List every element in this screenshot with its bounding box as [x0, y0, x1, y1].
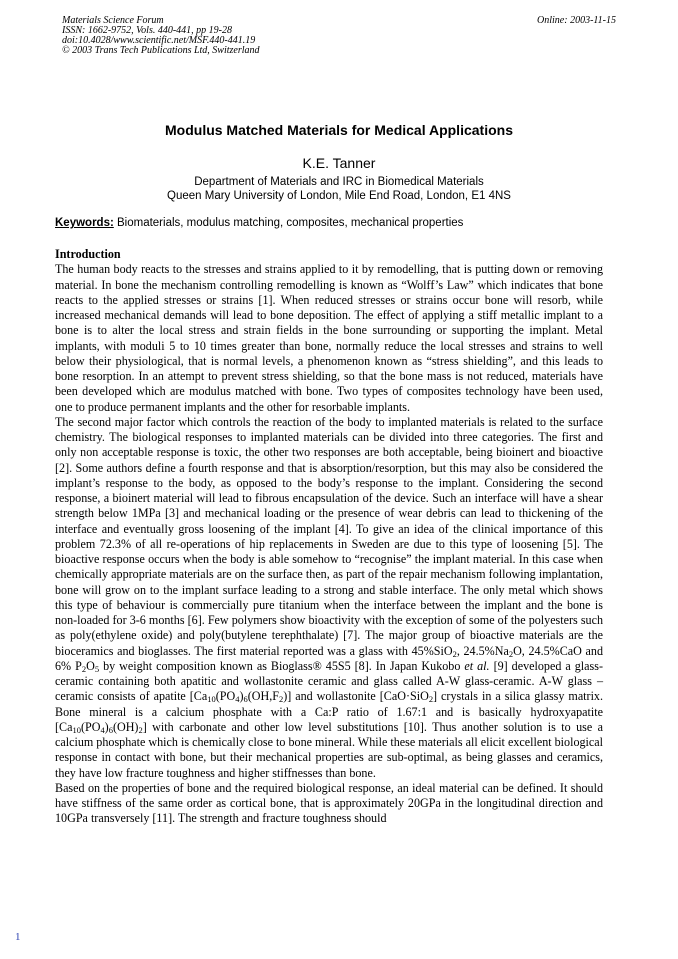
keywords: [55, 217, 615, 229]
author-name: K.E. Tanner: [302, 155, 376, 171]
affiliation-line-2: Queen Mary University of London, Mile End Road, London, E1 4NS: [167, 190, 511, 202]
paragraph-1: The human body reacts to the stresses and strains applied to it by remodelling, that is putting down or removing material. In bone the mechanism controlling remodelling is known as “Wolff’s Law” which indicates that bone reacts to the applied stresses or strains [1]. When reduced stresses or strains occur bone will resorb, while increased mechanical demands will lead to bone deposition. The effect of applying a stiff metallic implant to a bone is to alter the local stress and strain fields in the bone surrounding or supporting the implant. Metal implants, with moduli 5 to 10 times greater than bone, normally reduce the local stresses and strains to well below their physiological, that is normal levels, a phenomenon known as “stress shielding”, and this leads to bone resorption. In an attempt to prevent stress shielding, so that the bone mass is not reduced, materials have been developed which are modulus matched with bone. Two types of composites technology have been used, one to produce permanent implants and the other for resorbable implants.: [55, 262, 603, 414]
paragraph-2: The second major factor which controls the reaction of the body to implanted materials is related to the surface chemistry. The biological responses to implanted materials can be divided into three categories. The first and only non acceptable response is toxic, the other two responses are both acceptable, being bioinert and bioactive [2]. Some authors define a fourth response and that is absorption/resorption, but this may also be considered the implant’s response to the body, as opposed to the body’s response to the implant. Considering the second response, a bioinert material will lead to fibrous encapsulation of the device. Such an interface will have a shear strength below 1MPa [3] and mechanical loading or the presence of wear debris can lead to thickening of the interface and eventually gross loosening of the implant [4]. To give an idea of the clinical importance of this problem 72.3% of all re-operations of hip replacements in Sweden are due to this type of loosening [5]. The bioactive response occurs when the body is able somehow to “recognise” the implant material. In this case when chemically appropriate materials are on the surface then, as part of the repair mechanism following implantation, bone will grow on to the implant surface leading to a strong and stable interface. The only metal which shows this type of behaviour is commercially pure titanium when the interface between the implant and the bone is non-loaded for 3-6 months [6]. Few polymers show bioactivity with the exception of some of the polyesters such as poly(ethylene oxide) and poly(butylene terephthalate) [7]. The major group of bioactive materials are the bioceramics and bioglasses. The first material reported was a glass with 45%SiO$_2$, $24.5\%Na_2O$, 24.5%CaO and 6% $P_2O_5$ by weight composition known as Bioglass® 45S5 [8]. In Japan Kukobo et al. [9] developed a glass-ceramic containing both apatitic and wollastonite ceramic and glass called A-W glass-ceramic. A-W glass –ceramic consists of apatite $[Ca_{10}(PO_4)_6(OH,F_2)]$ and wollastonite [CaO·SiO$_2$] crystals in a silica glassy matrix. Bone mineral is a calcium phosphate with a Ca:P ratio of 1.67:1 and is basically hydroxyapatite $[Ca_{10}(PO_4)_6(OH)_2]$ with carbonate and other low level substitutions [10]. Thus another solution is to use a calcium phosphate which is chemically close to bone mineral. While these materials all elicit excellent biological response in contact with bone, but their mechanical properties are sub-optimal, as being glasses and ceramics, they have low fracture toughness and higher stiffnesses than bone.: [55, 414, 603, 780]
affiliation: [0, 175, 678, 203]
keywords-label: Keywords:: [55, 217, 114, 229]
page-number: 1: [15, 931, 21, 943]
paragraph-3: Based on the properties of bone and the required biological response, an ideal material can be defined. It should have stiffness of the same order as cortical bone, that is approximately 20GPa in the longitudinal direction and 10GPa transversely [11]. The strength and fracture toughness should: [55, 780, 603, 826]
paper-title: Modulus Matched Materials for Medical Applications: [165, 122, 513, 138]
affiliation-line-1: Department of Materials and IRC in Biomedical Materials: [194, 176, 484, 188]
doi-line: doi:10.4028/www.scientific.net/MSF.440-441.19: [62, 35, 256, 46]
journal-name: Materials Science Forum: [62, 15, 164, 26]
copyright-line: © 2003 Trans Tech Publications Ltd, Switzerland: [62, 45, 260, 56]
page-header: [62, 16, 616, 56]
online-date: Online: 2003-11-15: [537, 15, 616, 26]
section-heading: Introduction: [55, 247, 121, 261]
issn-line: ISSN: 1662-9752, Vols. 440-441, pp 19-28: [62, 25, 232, 36]
introduction-section: [55, 247, 603, 827]
keywords-text: Biomaterials, modulus matching, composites, mechanical properties: [113, 217, 464, 229]
